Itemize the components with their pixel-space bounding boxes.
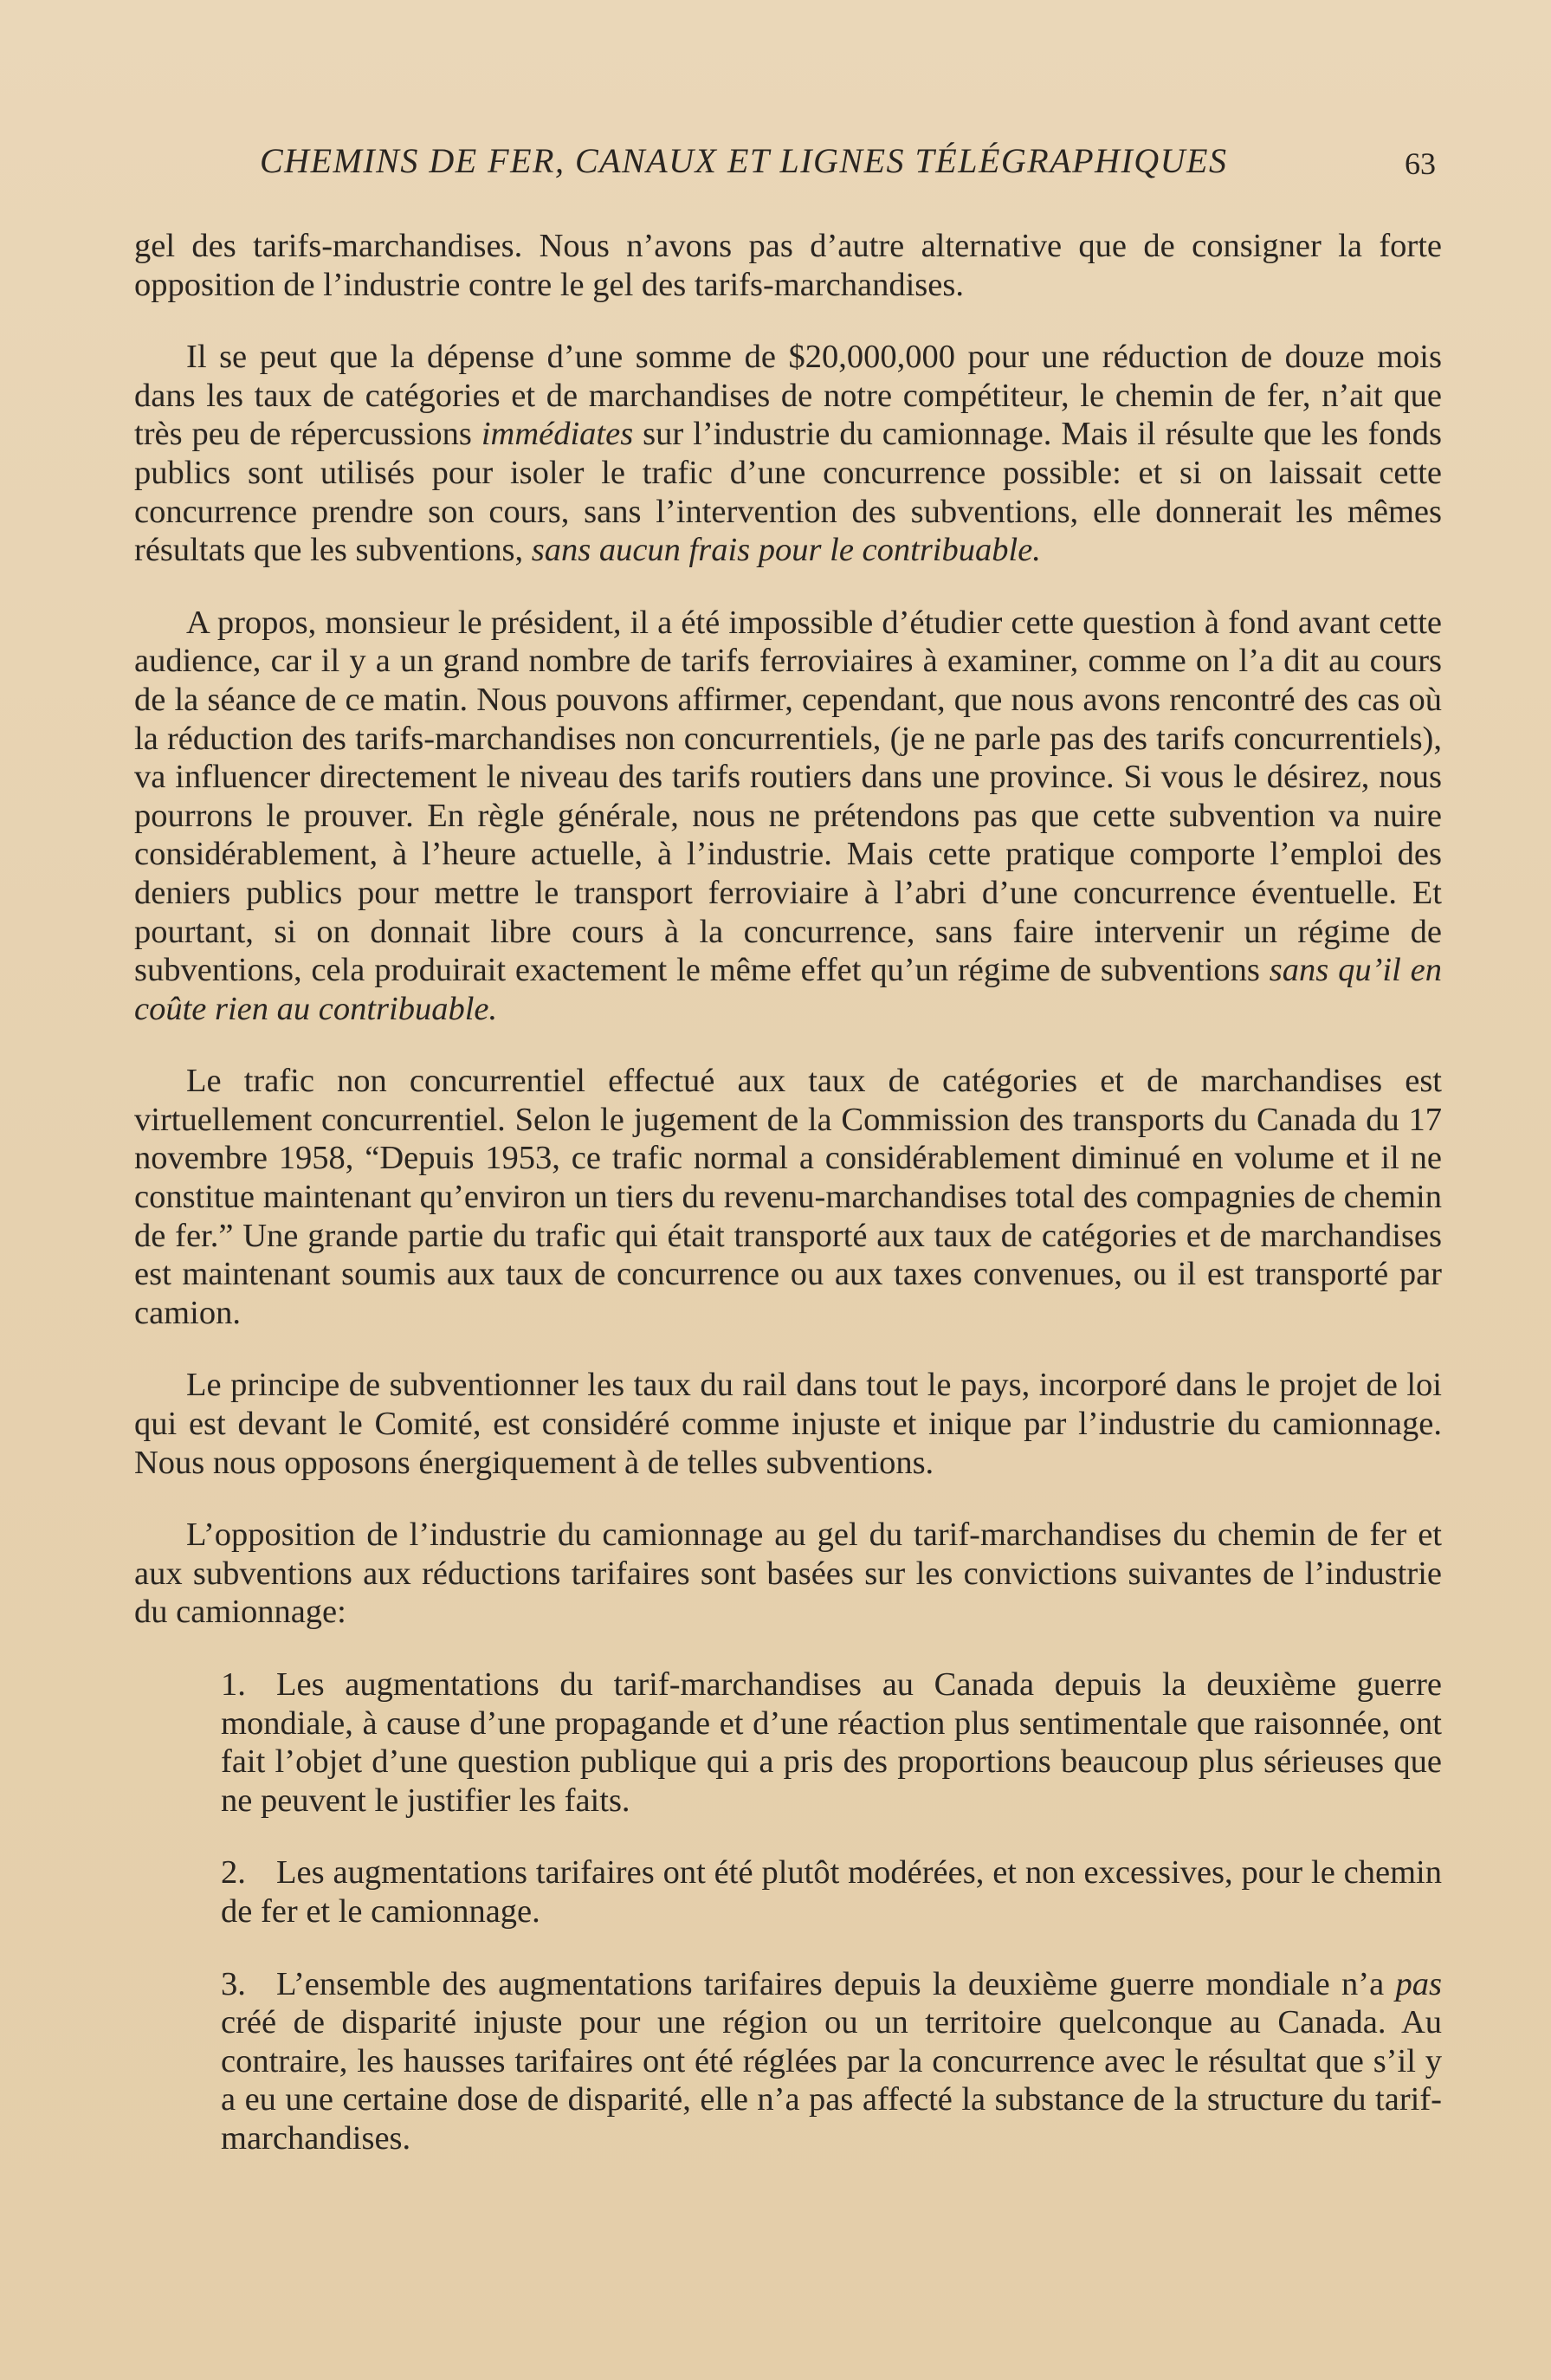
list-item-text: L’ensemble des augmentations tarifaires depuis la deuxième guerre mondiale n’a (276, 1965, 1396, 2002)
header-title: CHEMINS DE FER, CANAUX ET LIGNES TÉLÉGRAPHIQUES (260, 141, 1228, 180)
list-item (221, 1665, 1442, 1820)
paragraph (134, 338, 1442, 570)
emphasis-text: immédiates (481, 416, 634, 453)
paragraph-text: Il se peut que la dépense d’une somme de $20,000,000 pour une réduction de douze mois dans les taux de catégories et de marchandises de notre compétiteur, le chemin de fer, n’ait que très peu de répercussions (134, 339, 1442, 453)
list-item-number: 2. (221, 1854, 246, 1892)
paragraph (134, 1516, 1442, 1632)
list-item (221, 1853, 1442, 1931)
body-text (134, 227, 1442, 2192)
paragraph (134, 604, 1442, 1029)
paragraph-text: L’opposition de l’industrie du camionnage au gel du tarif-marchandises du chemin de fer et aux subventions aux réductions tarifaires sont basées sur les convictions suivantes de l’industrie du camionnage: (134, 1517, 1442, 1631)
paragraph-text: Le trafic non concurrentiel effectué aux taux de catégories et de marchandises est virtuellement concurrentiel. Selon le jugement de la Commission des transports du Canada du 17 novembre 1958, “Depuis 1953, ce trafic normal a considérablement diminué en volume et il ne constitue maintenant qu’environ un tiers du revenu-marchandises total des compagnies de chemin de fer.” Une grande partie du trafic qui était transporté aux taux de catégories et de marchandises est maintenant soumis aux taux de concurrence ou aux taxes convenues, ou il est transporté par camion. (134, 1063, 1442, 1331)
paragraph (134, 227, 1442, 304)
paragraph-text: gel des tarifs-marchandises. Nous n’avons pas d’autre alternative que de consigner la forte opposition de l’industrie contre le gel des tarifs-marchandises. (134, 228, 1442, 303)
list-item (221, 1965, 1442, 2158)
paragraph (134, 1062, 1442, 1332)
paragraph-text: Le principe de subventionner les taux du rail dans tout le pays, incorporé dans le projet de loi qui est devant le Comité, est considéré comme injuste et inique par l’industrie du camionnage. Nous nous opposons énergiquement à de telles subventions. (134, 1367, 1442, 1481)
list-item-text: créé de disparité injuste pour une région ou un territoire quelconque au Canada. Au contraire, les hausses tarifaires ont été réglées par la concurrence avec le résultat que s’il y a eu une certaine dose de disparité, elle n’a pas affecté la substance de la structure du tarif-marchandises. (221, 2004, 1442, 2157)
paragraph-text: sur l’industrie du camionnage. Mais il résulte que les fonds publics sont utilisés pour isoler le trafic d’une concurrence possible: et si on laissait cette concurrence prendre son cours, sans l’intervention des subventions, elle donnerait les mêmes résultats que les subventions, (134, 416, 1442, 569)
emphasis-text: pas (1395, 1965, 1442, 2002)
paragraph (134, 1366, 1442, 1482)
paragraph-text: A propos, monsieur le président, il a été impossible d’étudier cette question à fond avant cette audience, car il y a un grand nombre de tarifs ferroviaires à examiner, comme on l’a dit au cours de la séance de ce matin. Nous pouvons affirmer, cependant, que nous avons rencontré des cas où la réduction des tarifs-marchandises non concurrentiels, (je ne parle pas des tarifs concurrentiels), va influencer directement le niveau des tarifs routiers dans une province. Si vous le désirez, nous pourrons le prouver. En règle générale, nous ne prétendons pas que cette subvention va nuire considérablement, à l’heure actuelle, à l’industrie. Mais cette pratique comporte l’emploi des deniers publics pour mettre le transport ferroviaire à l’abri d’une concurrence éventuelle. Et pourtant, si on donnait libre cours à la concurrence, sans faire intervenir un régime de subventions, cela produirait exactement le même effet qu’un régime de subventions (134, 604, 1442, 989)
emphasis-text: sans aucun frais pour le contribuable. (531, 532, 1041, 569)
running-header (260, 140, 1455, 181)
page-number: 63 (1405, 146, 1436, 181)
list-item-text: Les augmentations du tarif-marchandises au Canada depuis la deuxième guerre mondiale, à cause d’une propagande et d’une réaction plus sentimentale que raisonnée, ont fait l’objet d’une question publique qui a pris des proportions beaucoup plus sérieuses que ne peuvent le justifier les faits. (221, 1666, 1442, 1819)
list-item-text: Les augmentations tarifaires ont été plutôt modérées, et non excessives, pour le chemin de fer et le camionnage. (221, 1854, 1442, 1930)
list-item-number: 3. (221, 1965, 246, 2002)
emphasis-text: sans qu’il en coûte rien au contribuable. (134, 952, 1442, 1027)
list-item-number: 1. (221, 1666, 246, 1703)
